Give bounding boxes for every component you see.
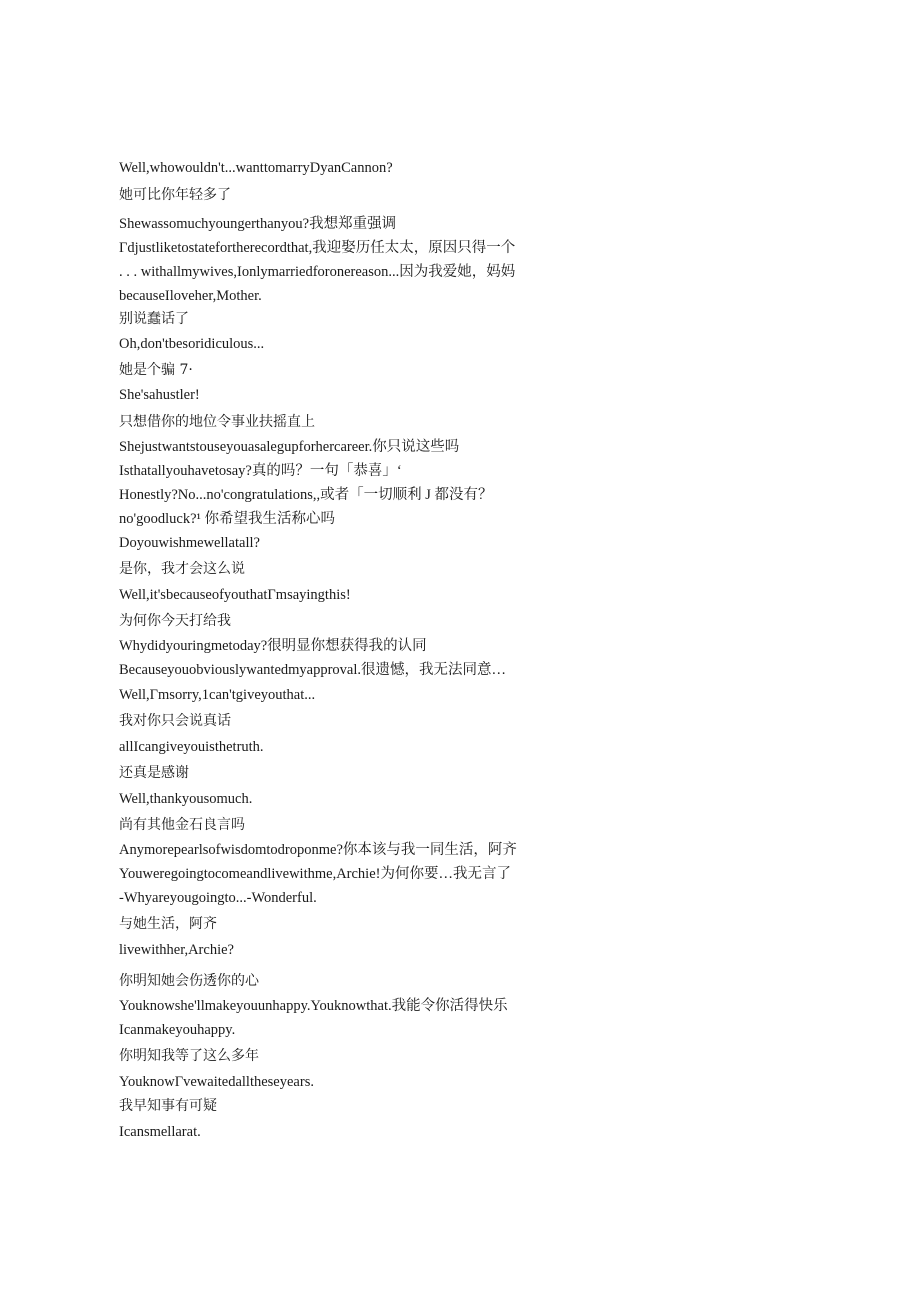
text-line: Becauseyouobviouslywantedmyapproval.很遗憾，我无法同意… (119, 662, 507, 678)
text-line: 你明知我等了这么多年 (119, 1048, 259, 1064)
text-line: 为何你今天打给我 (119, 613, 231, 629)
text-line: 与她生活，阿齐 (119, 916, 217, 932)
text-line: Isthatallyouhavetosay?真的吗？一句「恭喜」‘ (119, 463, 402, 479)
text-line: becauseIloveher,Mother. (119, 288, 262, 304)
text-line: Shejustwantstouseyouasalegupforhercareer.你只说这些吗 (119, 439, 460, 455)
text-line: 我对你只会说真话 (119, 713, 231, 729)
text-line: 你明知她会伤透你的心 (119, 973, 259, 989)
text-line: Youknowshe'llmakeyouunhappy.Youknowthat.我能令你活得快乐 (119, 998, 508, 1014)
text-line: Well,it'sbecauseofyouthatΓmsayingthis! (119, 587, 351, 603)
text-line: allIcangiveyouisthetruth. (119, 739, 264, 755)
text-line: -Whyareyougoingto...-Wonderful. (119, 890, 317, 906)
text-line: YouknowΓvewaitedalltheseyears. (119, 1074, 314, 1090)
text-line: Well,whowouldn't...wanttomarryDyanCannon? (119, 160, 393, 176)
text-line: livewithher,Archie? (119, 942, 234, 958)
text-line: Doyouwishmewellatall? (119, 535, 260, 551)
text-line: 我早知事有可疑 (119, 1098, 217, 1114)
text-line: Oh,don'tbesoridiculous... (119, 336, 265, 352)
text-line: Well,thankyousomuch. (119, 791, 253, 807)
text-line: Youweregoingtocomeandlivewithme,Archie!为何你要…我无言了 (119, 866, 511, 882)
text-line: . . . withallmywives,Ionlymarriedforonereason...因为我爱她，妈妈 (119, 264, 516, 280)
text-line: Icansmellarat. (119, 1124, 201, 1140)
text-line: 别说蠢话了 (119, 311, 189, 327)
text-line: Whydidyouringmetoday?很明显你想获得我的认同 (119, 638, 427, 654)
text-line: Anymorepearlsofwisdomtodroponme?你本该与我一同生活，阿齐 (119, 842, 517, 858)
text-line: no'goodluck?¹ 你希望我生活称心吗 (119, 511, 335, 527)
text-line: Well,Γmsorry,1can'tgiveyouthat... (119, 687, 316, 703)
text-line: Shewassomuchyoungerthanyou?我想郑重强调 (119, 216, 397, 232)
text-line: 是你，我才会这么说 (119, 561, 245, 577)
text-line: She'sahustler! (119, 387, 200, 403)
text-line: Honestly?No...no'congratulations,,或者「一切顺利 J 都没有？ (119, 487, 493, 503)
text-line: 只想借你的地位令事业扶摇直上 (119, 414, 315, 430)
text-line: 尚有其他金石良言吗 (119, 817, 245, 833)
text-line: 还真是感谢 (119, 765, 189, 781)
text-line: Icanmakeyouhappy. (119, 1022, 236, 1038)
text-line: 她可比你年轻多了 (119, 187, 231, 203)
text-line: 她是个骗 7· (119, 362, 193, 378)
text-line: Γdjustliketostatefortherecordthat,我迎娶历任太太，原因只得一个 (119, 240, 516, 256)
